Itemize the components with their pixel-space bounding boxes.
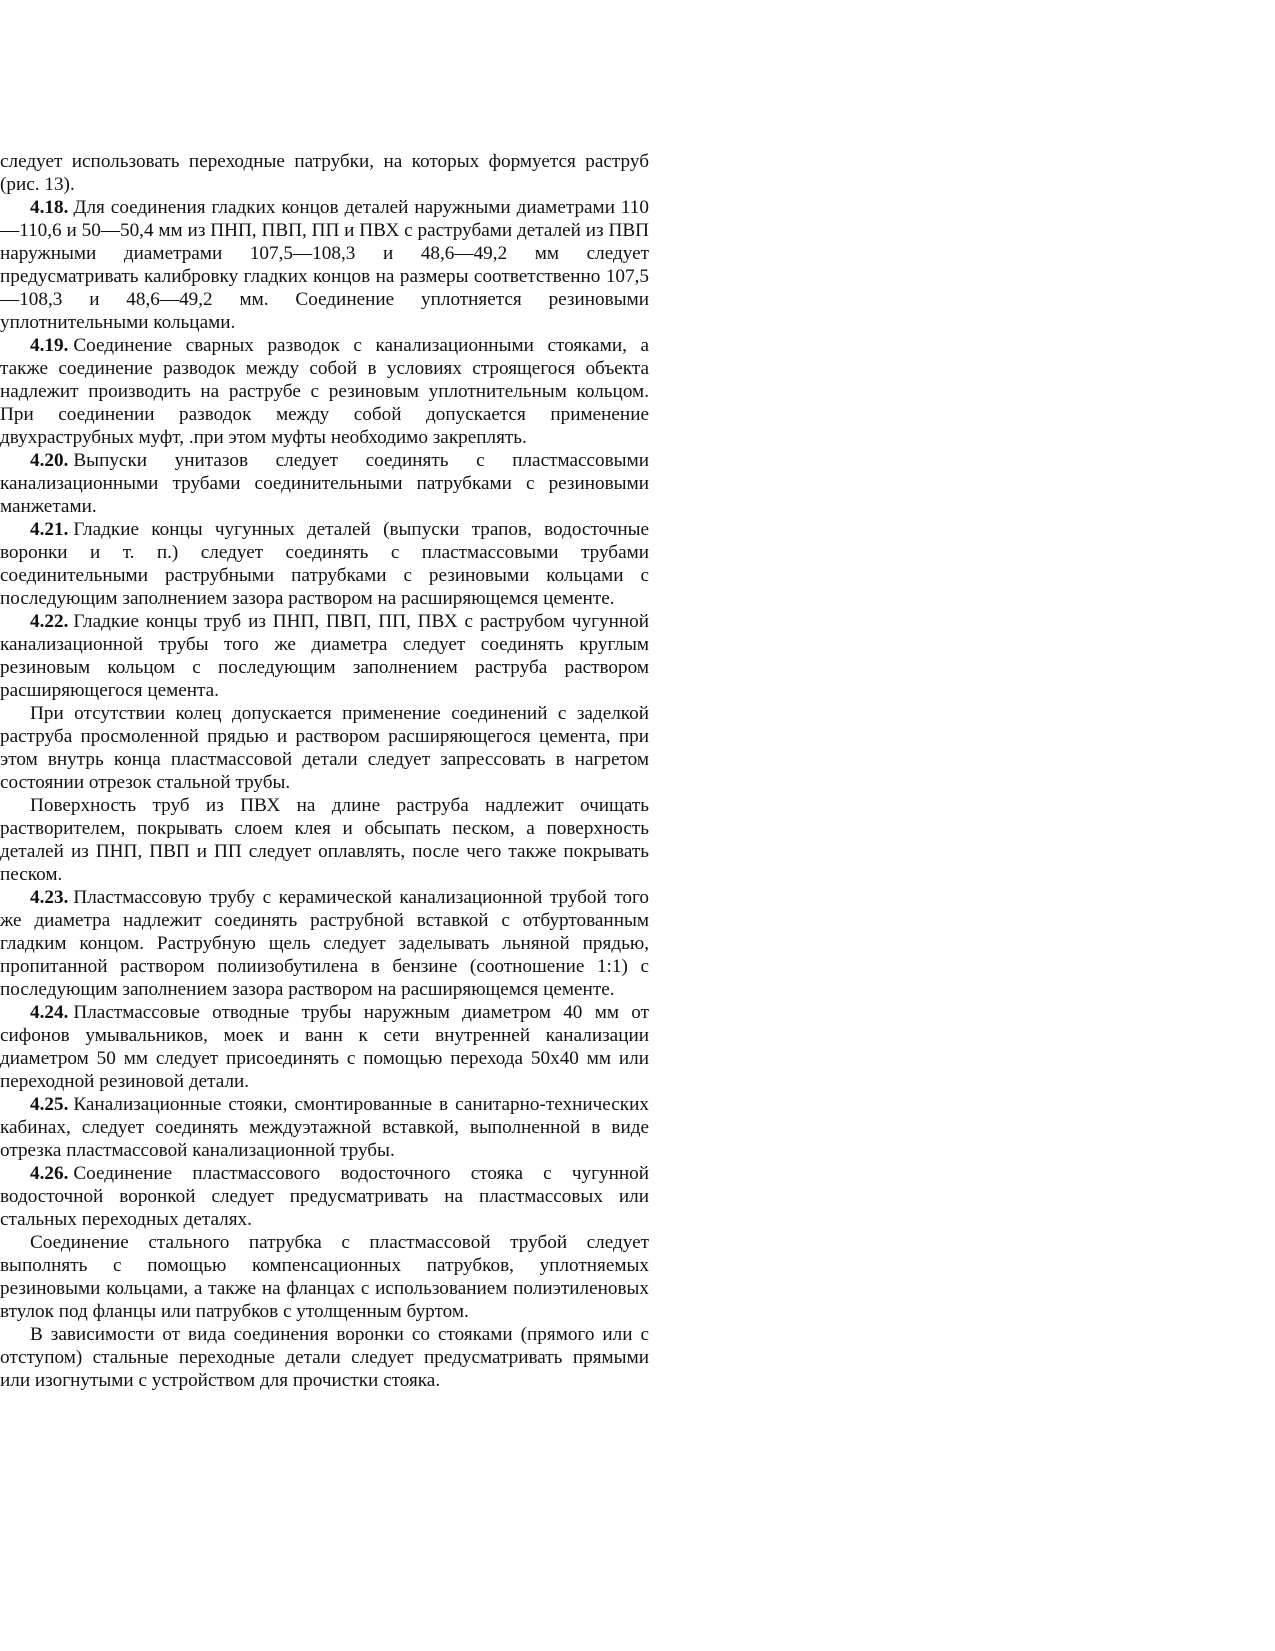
clause-number: 4.22. [30, 611, 69, 632]
clause-4-21 [0, 518, 649, 610]
clause-4-18 [0, 196, 649, 334]
paragraph-funnel-connection [0, 1323, 649, 1392]
clause-text: Для соединения гладких концов деталей наружными диаметрами 110—110,6 и 50—50,4 мм из ПНП, ПВП, ПП и ПВХ с раструбами деталей из ПВП наружными диаметрами 107,5—108,3 и 48,6—49,2 мм следует предусматривать калибровку гладких концов на размеры соответственно 107,5—108,3 и 48,6—49,2 мм. Соединение уплотняется резиновыми уплотнительными кольцами. [0, 197, 649, 333]
document-text-column [0, 150, 649, 1392]
paragraph-text: следует использовать переходные патрубки, на которых формуется раструб (рис. 13). [0, 151, 649, 195]
clause-4-24 [0, 1001, 649, 1093]
clause-text: Гладкие концы труб из ПНП, ПВП, ПП, ПВХ с раструбом чугунной канализационной трубы того же диаметра следует соединять круглым резиновым кольцом с последующим заполнением раструба раствором расширяющегося цемента. [0, 611, 649, 701]
clause-4-25 [0, 1093, 649, 1162]
clause-number: 4.19. [30, 335, 69, 356]
paragraph-text: Соединение стального патрубка с пластмассовой трубой следует выполнять с помощью компенсационных патрубков, уплотняемых резиновыми кольцами, а также на фланцах с использованием полиэтиленовых втулок под фланцы или патрубков с утолщенным буртом. [0, 1232, 649, 1322]
clause-text: Выпуски унитазов следует соединять с пластмассовыми канализационными трубами соединительными патрубками с резиновыми манжетами. [0, 450, 649, 517]
clause-number: 4.24. [30, 1002, 69, 1023]
paragraph-pvc-surface [0, 794, 649, 886]
clause-text: Канализационные стояки, смонтированные в санитарно-технических кабинах, следует соединять междуэтажной вставкой, выполненной в виде отрезка пластмассовой канализационной трубы. [0, 1094, 649, 1161]
clause-4-23 [0, 886, 649, 1001]
clause-text: Пластмассовую трубу с керамической канализационной трубой того же диаметра надлежит соединять раструбной вставкой с отбуртованным гладким концом. Раструбную щель следует заделывать льняной прядью, пропитанной раствором полиизобутилена в бензине (соотношение 1:1) с последующим заполнением зазора раствором на расширяющемся цементе. [0, 887, 649, 1000]
paragraph-ring-absence [0, 702, 649, 794]
clause-4-19 [0, 334, 649, 449]
clause-text: Пластмассовые отводные трубы наружным диаметром 40 мм от сифонов умывальников, моек и ванн к сети внутренней канализации диаметром 50 мм следует присоединять с помощью перехода 50х40 мм или переходной резиновой детали. [0, 1002, 649, 1092]
paragraph-continuation [0, 150, 649, 196]
clause-number: 4.18. [30, 197, 69, 218]
clause-text: Гладкие концы чугунных деталей (выпуски трапов, водосточные воронки и т. п.) следует соединять с пластмассовыми трубами соединительными раструбными патрубками с резиновыми кольцами с последующим заполнением зазора раствором на расширяющемся цементе. [0, 519, 649, 609]
clause-4-22 [0, 610, 649, 702]
clause-text: Соединение сварных разводок с канализационными стояками, а также соединение разводок между собой в условиях строящегося объекта надлежит производить на раструбе с резиновым уплотнительным кольцом. При соединении разводок между собой допускается применение двухраструбных муфт, .при этом муфты необходимо закреплять. [0, 335, 649, 448]
clause-number: 4.26. [30, 1163, 69, 1184]
clause-number: 4.23. [30, 887, 69, 908]
paragraph-text: В зависимости от вида соединения воронки со стояками (прямого или с отступом) стальные переходные детали следует предусматривать прямыми или изогнутыми с устройством для прочистки стояка. [0, 1324, 649, 1391]
paragraph-steel-pipe-connection [0, 1231, 649, 1323]
clause-number: 4.21. [30, 519, 69, 540]
clause-text: Соединение пластмассового водосточного стояка с чугунной водосточной воронкой следует предусматривать на пластмассовых или стальных переходных деталях. [0, 1163, 649, 1230]
clause-number: 4.20. [30, 450, 69, 471]
paragraph-text: При отсутствии колец допускается применение соединений с заделкой раструба просмоленной прядью и раствором расширяющегося цемента, при этом внутрь конца пластмассовой детали следует запрессовать в нагретом состоянии отрезок стальной трубы. [0, 703, 649, 793]
clause-number: 4.25. [30, 1094, 69, 1115]
clause-4-20 [0, 449, 649, 518]
paragraph-text: Поверхность труб из ПВХ на длине раструба надлежит очищать растворителем, покрывать слоем клея и обсыпать песком, а поверхность деталей из ПНП, ПВП и ПП следует оплавлять, после чего также покрывать песком. [0, 795, 649, 885]
clause-4-26 [0, 1162, 649, 1231]
